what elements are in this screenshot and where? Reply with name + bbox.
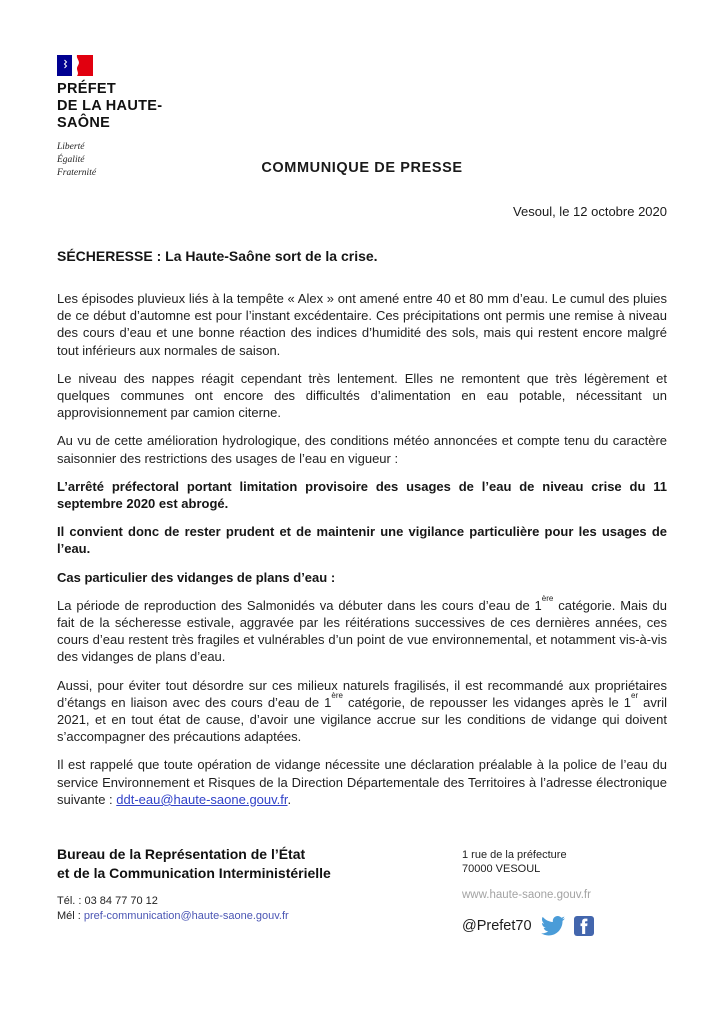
french-flag-marianne-icon bbox=[57, 55, 93, 76]
prefecture-website: www.haute-saone.gouv.fr bbox=[462, 889, 591, 901]
footer-office-block bbox=[57, 845, 331, 924]
press-paragraph: Aussi, pour éviter tout désordre sur ces milieux naturels fragilisés, il est recommandé aux propriétaires d’étangs en liaison avec des cours d’eau de 1ère catégorie, de repousser les vidanges après le 1er avril 2021, et en tout état de cause, d’avoir une vigilance accrue sur les conditions de vidange qui doivent s’accompagner des précautions adaptées. bbox=[57, 677, 667, 745]
press-paragraph: La période de reproduction des Salmonidés va débuter dans les cours d’eau de 1ère catégorie. Mais du fait de la sécheresse estivale, aggravée par les réitérations successives de ces dernières années, ces cours d’eau restent très fragiles et vulnérables d’un point de vue environnemental, et notamment vis-à-vis des vidanges de plans d’eau. bbox=[57, 593, 667, 665]
ordinal-superscript: ère bbox=[331, 690, 343, 700]
prefecture-address bbox=[462, 848, 594, 876]
press-paragraph: L’arrêté préfectoral portant limitation provisoire des usages de l’eau de niveau crise du 11 septembre 2020 est abrogé. bbox=[57, 478, 667, 512]
ddt-email-link[interactable]: ddt-eau@haute-saone.gouv.fr bbox=[116, 791, 288, 807]
office-name bbox=[57, 845, 331, 883]
footer-address-block bbox=[462, 848, 594, 936]
document-title: COMMUNIQUE DE PRESSE bbox=[261, 160, 463, 176]
office-name-line: Bureau de la Représentation de l’État bbox=[57, 846, 306, 862]
motto-line: Égalité bbox=[57, 155, 85, 165]
email-line bbox=[57, 909, 331, 924]
ordinal-superscript: er bbox=[631, 690, 639, 700]
office-contact bbox=[57, 894, 331, 924]
address-line: 70000 VESOUL bbox=[462, 863, 541, 875]
prefecture-name bbox=[57, 81, 162, 132]
press-paragraph: Cas particulier des vidanges de plans d’eau : bbox=[57, 569, 336, 585]
dateline: Vesoul, le 12 octobre 2020 bbox=[513, 204, 667, 219]
email-label: Mél : bbox=[57, 910, 84, 922]
motto-line: Fraternité bbox=[57, 168, 97, 178]
press-body-paragraphs bbox=[57, 290, 667, 808]
twitter-handle: @Prefet70 bbox=[462, 918, 532, 934]
press-paragraph: Il est rappelé que toute opération de vidange nécessite une déclaration préalable à la police de l’eau du service Environnement et Risques de la Direction Départementale des Territoires à l’adresse électronique suivante : ddt-eau@haute-saone.gouv.fr. bbox=[57, 757, 667, 807]
motto-line: Liberté bbox=[57, 142, 85, 152]
office-name-line: et de la Communication Interministérielle bbox=[57, 865, 331, 881]
twitter-icon bbox=[541, 916, 565, 936]
phone-number: Tél. : 03 84 77 70 12 bbox=[57, 895, 158, 907]
address-line: 1 rue de la préfecture bbox=[462, 849, 567, 861]
facebook-icon bbox=[574, 916, 594, 936]
press-paragraph: Le niveau des nappes réagit cependant très lentement. Elles ne remontent que très légèrement et quelques communes ont encore des difficultés d’alimentation en eau potable, nécessitant un approvisionnement par camion citerne. bbox=[57, 370, 667, 421]
press-paragraph: Les épisodes pluvieux liés à la tempête « Alex » ont amené entre 40 et 80 mm d’eau. Le cumul des pluies de ce début d’automne est pour l’instant excédentaire. Ces précipitations ont permis une remise à niveau des cours d’eau et une bonne réaction des indices d’humidité des sols, mais qui restent encore malgré tout inférieurs aux normales de saison. bbox=[57, 291, 667, 358]
prefecture-name-line: DE LA HAUTE- bbox=[57, 98, 163, 114]
contact-email-link[interactable]: pref-communication@haute-saone.gouv.fr bbox=[83, 910, 289, 922]
prefecture-name-line: SAÔNE bbox=[57, 115, 111, 131]
press-body bbox=[57, 248, 667, 819]
press-headline: SÉCHERESSE : La Haute-Saône sort de la crise. bbox=[57, 248, 378, 264]
prefecture-name-line: PRÉFET bbox=[57, 81, 116, 97]
social-row bbox=[462, 916, 594, 936]
press-paragraph: Il convient donc de rester prudent et de maintenir une vigilance particulière pour les usages de l’eau. bbox=[57, 524, 667, 557]
press-paragraph: Au vu de cette amélioration hydrologique, des conditions météo annoncées et compte tenu du caractère saisonnier des restrictions des usages de l’eau en vigueur : bbox=[57, 433, 667, 466]
ordinal-superscript: ère bbox=[541, 593, 554, 603]
